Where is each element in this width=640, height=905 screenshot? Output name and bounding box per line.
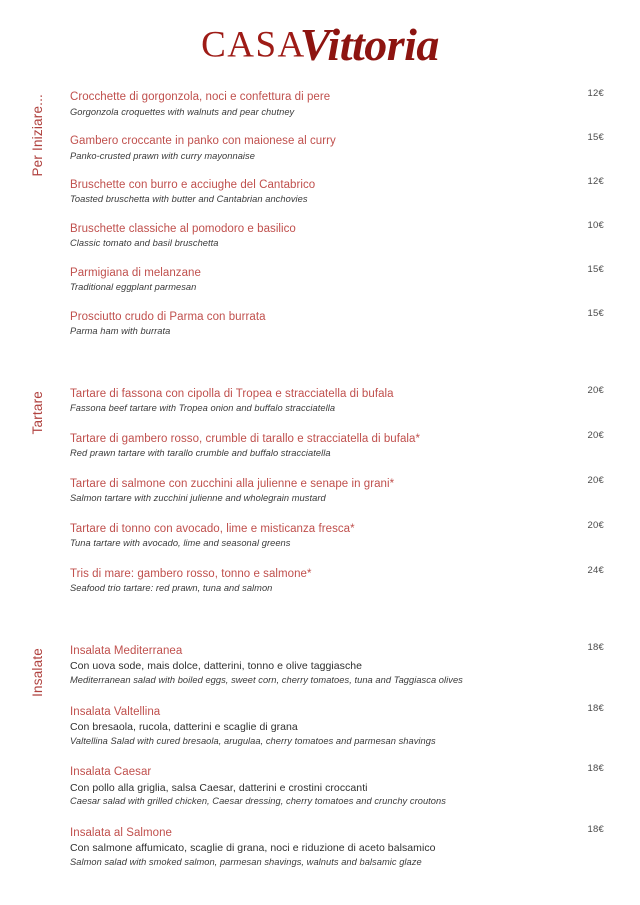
menu-item [70,90,604,119]
item-ingredients: Con salmone affumicato, scaglie di grana, noci e riduzione di aceto balsamico [70,842,436,855]
menu-item [70,519,604,551]
item-title: Insalata Valtellina [70,705,161,718]
item-body [70,564,604,596]
item-description: Classic tomato and basil bruschetta [70,238,219,249]
item-body [70,307,604,339]
item-price: 10€ [587,219,604,231]
item-description: Traditional eggplant parmesan [70,282,197,293]
logo-word-casa: CASA [201,24,306,66]
item-body [70,519,604,551]
item-title: Insalata al Salmone [70,826,172,839]
item-body [70,384,604,416]
item-price: 20€ [587,519,604,531]
menu-item [70,307,604,339]
menu-item [70,765,604,809]
menu-item [70,219,604,251]
item-price: 20€ [587,474,604,486]
item-body [70,131,604,163]
item-title: Tris di mare: gambero rosso, tonno e salmone* [70,567,312,580]
item-price: 18€ [587,823,604,835]
item-title: Tartare di tonno con avocado, lime e misticanza fresca* [70,522,355,535]
item-body [70,823,604,870]
item-description: Toasted bruschetta with butter and Cantabrian anchovies [70,194,308,205]
item-description: Gorgonzola croquettes with walnuts and pear chutney [70,106,295,117]
restaurant-logo [201,19,439,70]
menu-section-per-iniziare [0,90,640,339]
item-price: 12€ [587,88,604,99]
logo-word-vittoria: Vittoria [299,19,439,70]
item-title: Gambero croccante in panko con maionese al curry [70,134,336,147]
item-description: Parma ham with burrata [70,326,171,337]
item-body [70,474,604,506]
item-price: 20€ [587,384,604,396]
item-body [70,702,604,749]
item-title: Crocchette di gorgonzola, noci e confettura di pere [70,91,331,103]
menu-item [70,823,604,870]
menu-item [70,384,604,416]
item-price: 20€ [587,429,604,441]
item-title: Insalata Mediterranea [70,644,183,657]
menu-item [70,131,604,163]
item-title: Tartare di gambero rosso, crumble di tarallo e stracciatella di bufala* [70,432,420,445]
section-label-text: Insalate [30,647,45,697]
menu-section-tartare [0,384,640,596]
item-description: Red prawn tartare with tarallo crumble and buffalo stracciatella [70,448,331,459]
item-body [70,765,604,809]
item-title: Parmigiana di melanzane [70,266,201,279]
menu-header [0,0,640,70]
item-body [70,429,604,461]
item-description: Mediterranean salad with boiled eggs, sweet corn, cherry tomatoes, tuna and Taggiasca olives [70,675,463,686]
item-description: Tuna tartare with avocado, lime and seasonal greens [70,538,291,549]
item-title: Tartare di fassona con cipolla di Tropea e stracciatella di bufala [70,387,394,400]
item-price: 15€ [587,263,604,275]
item-body [70,263,604,295]
item-description: Seafood trio tartare: red prawn, tuna and salmon [70,583,273,594]
item-body [70,641,604,688]
item-body [70,90,604,119]
item-ingredients: Con pollo alla griglia, salsa Caesar, datterini e crostini croccanti [70,781,368,794]
menu-item [70,429,604,461]
menu-item [70,474,604,506]
item-price: 15€ [587,131,604,143]
menu-item [70,175,604,207]
item-price: 18€ [587,702,604,714]
menu-section-insalate [0,641,640,870]
menu-item [70,702,604,749]
item-title: Prosciutto crudo di Parma con burrata [70,310,266,323]
item-title: Bruschette con burro e acciughe del Cantabrico [70,178,316,191]
item-title: Insalata Caesar [70,766,152,779]
item-description: Salmon tartare with zucchini julienne and wholegrain mustard [70,493,326,504]
menu-item [70,263,604,295]
item-body [70,175,604,207]
section-label-text: Tartare [30,390,45,435]
item-description: Salmon salad with smoked salmon, parmesan shavings, walnuts and balsamic glaze [70,857,422,868]
item-description: Fassona beef tartare with Tropea onion and buffalo stracciatella [70,403,336,414]
menu-item [70,641,604,688]
item-ingredients: Con bresaola, rucola, datterini e scaglie di grana [70,721,298,734]
item-price: 18€ [587,763,604,775]
item-price: 15€ [587,307,604,319]
item-body [70,219,604,251]
menu-item [70,564,604,596]
item-description: Caesar salad with grilled chicken, Caesar dressing, cherry tomatoes and crunchy croutons [70,796,446,807]
item-description: Valtellina Salad with cured bresaola, arugulaa, cherry tomatoes and parmesan shavings [70,735,436,746]
item-price: 24€ [587,564,604,576]
item-price: 18€ [587,641,604,653]
section-label-text: Per Iniziare... [30,94,45,177]
item-description: Panko-crusted prawn with curry mayonnaise [70,150,255,161]
item-title: Tartare di salmone con zucchini alla julienne e senape in grani* [70,477,395,490]
item-price: 12€ [587,175,604,187]
item-title: Bruschette classiche al pomodoro e basilico [70,222,296,235]
item-ingredients: Con uova sode, mais dolce, datterini, tonno e olive taggiasche [70,660,363,673]
